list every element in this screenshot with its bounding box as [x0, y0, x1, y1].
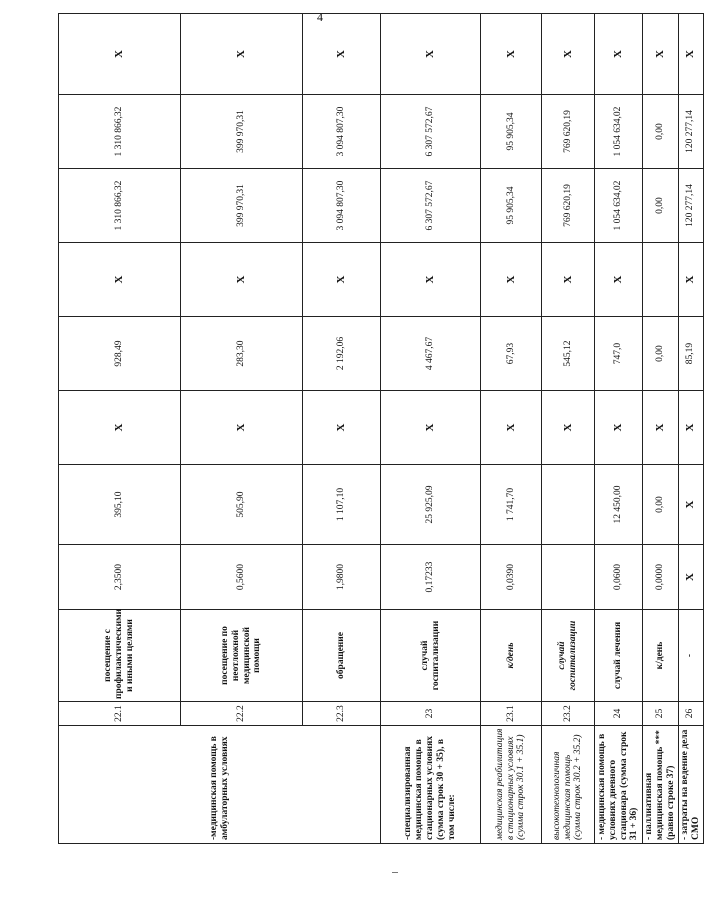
norm-cost: 12 450,00: [595, 465, 643, 545]
x-cell: Х: [181, 391, 303, 465]
row-code: 22.3: [303, 702, 381, 726]
x-cell: Х: [59, 243, 181, 317]
norm-cost: 505,90: [181, 465, 303, 545]
row-code: 24: [595, 702, 643, 726]
norm-volume: 0,0600: [595, 545, 643, 610]
norm-volume: 2,3500: [59, 545, 181, 610]
x-cell: Х: [303, 243, 381, 317]
x-cell: Х: [643, 391, 679, 465]
cost-per-capita: 4 467,67: [381, 317, 481, 391]
total-cost: 769 620,19: [542, 95, 595, 169]
cost-per-capita: 2 192,06: [303, 317, 381, 391]
x-cell: Х: [59, 391, 181, 465]
x-cell: Х: [381, 14, 481, 95]
total-cost: 399 970,31: [181, 169, 303, 243]
x-cell: Х: [542, 391, 595, 465]
rotated-table-container: [58, 34, 701, 844]
total-cost: 120 277,14: [678, 95, 703, 169]
norm-volume: 0,5600: [181, 545, 303, 610]
norm-volume: 1,9800: [303, 545, 381, 610]
norm-volume: 0,0390: [481, 545, 542, 610]
row-unit: к/день: [481, 610, 542, 702]
x-cell: Х: [381, 243, 481, 317]
row-unit: -: [678, 610, 703, 702]
total-cost: 120 277,14: [678, 169, 703, 243]
row-unit: посещение с профилактическими и иными целями: [59, 610, 181, 702]
x-cell: Х: [381, 391, 481, 465]
norm-cost: 0,00: [643, 465, 679, 545]
row-name: - медицинская помощь в условиях дневного стационара (сумма строк 31 + 36): [595, 726, 643, 844]
table-row: [481, 14, 542, 844]
total-cost: 3 094 807,30: [303, 95, 381, 169]
total-cost: 3 094 807,30: [303, 169, 381, 243]
row-unit: случай лечения: [595, 610, 643, 702]
total-cost: 1 054 634,02: [595, 95, 643, 169]
cost-per-capita: 85,19: [678, 317, 703, 391]
table-row: [678, 14, 703, 844]
row-unit: посещение по неотложной медицинской помощи: [181, 610, 303, 702]
row-code: 23.2: [542, 702, 595, 726]
norm-volume: 0,17233: [381, 545, 481, 610]
row-code: 25: [643, 702, 679, 726]
row-unit: случай госпитализации: [542, 610, 595, 702]
x-cell: Х: [678, 243, 703, 317]
x-cell: Х: [595, 243, 643, 317]
total-cost: 95 905,34: [481, 95, 542, 169]
table-row: [303, 14, 381, 844]
total-cost: 95 905,34: [481, 169, 542, 243]
total-cost: 0,00: [643, 169, 679, 243]
x-cell: Х: [181, 243, 303, 317]
table-row: [542, 14, 595, 844]
x-cell: [643, 243, 679, 317]
norm-cost: 25 925,09: [381, 465, 481, 545]
x-cell: Х: [481, 14, 542, 95]
cost-per-capita: 747,0: [595, 317, 643, 391]
norm-cost: Х: [678, 465, 703, 545]
cost-per-capita: 928,49: [59, 317, 181, 391]
x-cell: Х: [678, 391, 703, 465]
x-cell: Х: [481, 243, 542, 317]
table-row: [595, 14, 643, 844]
medical-care-table: [58, 13, 704, 844]
row-code: 22.1: [59, 702, 181, 726]
total-cost: 6 307 572,67: [381, 169, 481, 243]
cost-per-capita: 67,93: [481, 317, 542, 391]
row-code: 23.1: [481, 702, 542, 726]
cost-per-capita: 545,12: [542, 317, 595, 391]
row-name: медицинская реабилитация в стационарных условиях (сумма строк 30.1 + 35.1): [481, 726, 542, 844]
row-name: высокотехнологичная медицинская помощь (сумма строк 30.2 + 35.2): [542, 726, 595, 844]
row-code: 22.2: [181, 702, 303, 726]
x-cell: Х: [59, 14, 181, 95]
norm-volume: Х: [678, 545, 703, 610]
row-unit: обращение: [303, 610, 381, 702]
norm-volume: 0,0000: [643, 545, 679, 610]
row-name: - затраты на ведение дела СМО: [678, 726, 703, 844]
x-cell: Х: [481, 391, 542, 465]
x-cell: Х: [542, 243, 595, 317]
scan-mark: [392, 872, 398, 873]
norm-cost: [542, 465, 595, 545]
x-cell: Х: [595, 391, 643, 465]
norm-cost: 395,10: [59, 465, 181, 545]
total-cost: 6 307 572,67: [381, 95, 481, 169]
row-unit: случай госпитализации: [381, 610, 481, 702]
row-unit: к/день: [643, 610, 679, 702]
norm-volume: [542, 545, 595, 610]
cost-per-capita: 0,00: [643, 317, 679, 391]
total-cost: 769 620,19: [542, 169, 595, 243]
x-cell: Х: [542, 14, 595, 95]
table-row: [381, 14, 481, 844]
x-cell: Х: [303, 391, 381, 465]
x-cell: Х: [303, 14, 381, 95]
x-cell: Х: [678, 14, 703, 95]
table-row: [181, 14, 303, 844]
x-cell: Х: [643, 14, 679, 95]
cost-per-capita: 283,30: [181, 317, 303, 391]
row-name: -специализированная медицинская помощь в стационарных условиях (сумма строк 30 + 35), в том числе:: [381, 726, 481, 844]
norm-cost: 1 107,10: [303, 465, 381, 545]
x-cell: Х: [595, 14, 643, 95]
table-row: [59, 14, 181, 844]
row-code: 23: [381, 702, 481, 726]
x-cell: Х: [181, 14, 303, 95]
row-name: - паллиативная медицинская помощь *** (равно строке 37): [643, 726, 679, 844]
page-number: 4: [317, 10, 323, 24]
norm-cost: 1 741,70: [481, 465, 542, 545]
total-cost: 1 310 866,32: [59, 169, 181, 243]
row-name: -медицинская помощь в амбулаторных условиях: [59, 726, 381, 844]
total-cost: 1 054 634,02: [595, 169, 643, 243]
total-cost: 1 310 866,32: [59, 95, 181, 169]
row-code: 26: [678, 702, 703, 726]
total-cost: 399 970,31: [181, 95, 303, 169]
table-row: [643, 14, 679, 844]
total-cost: 0,00: [643, 95, 679, 169]
